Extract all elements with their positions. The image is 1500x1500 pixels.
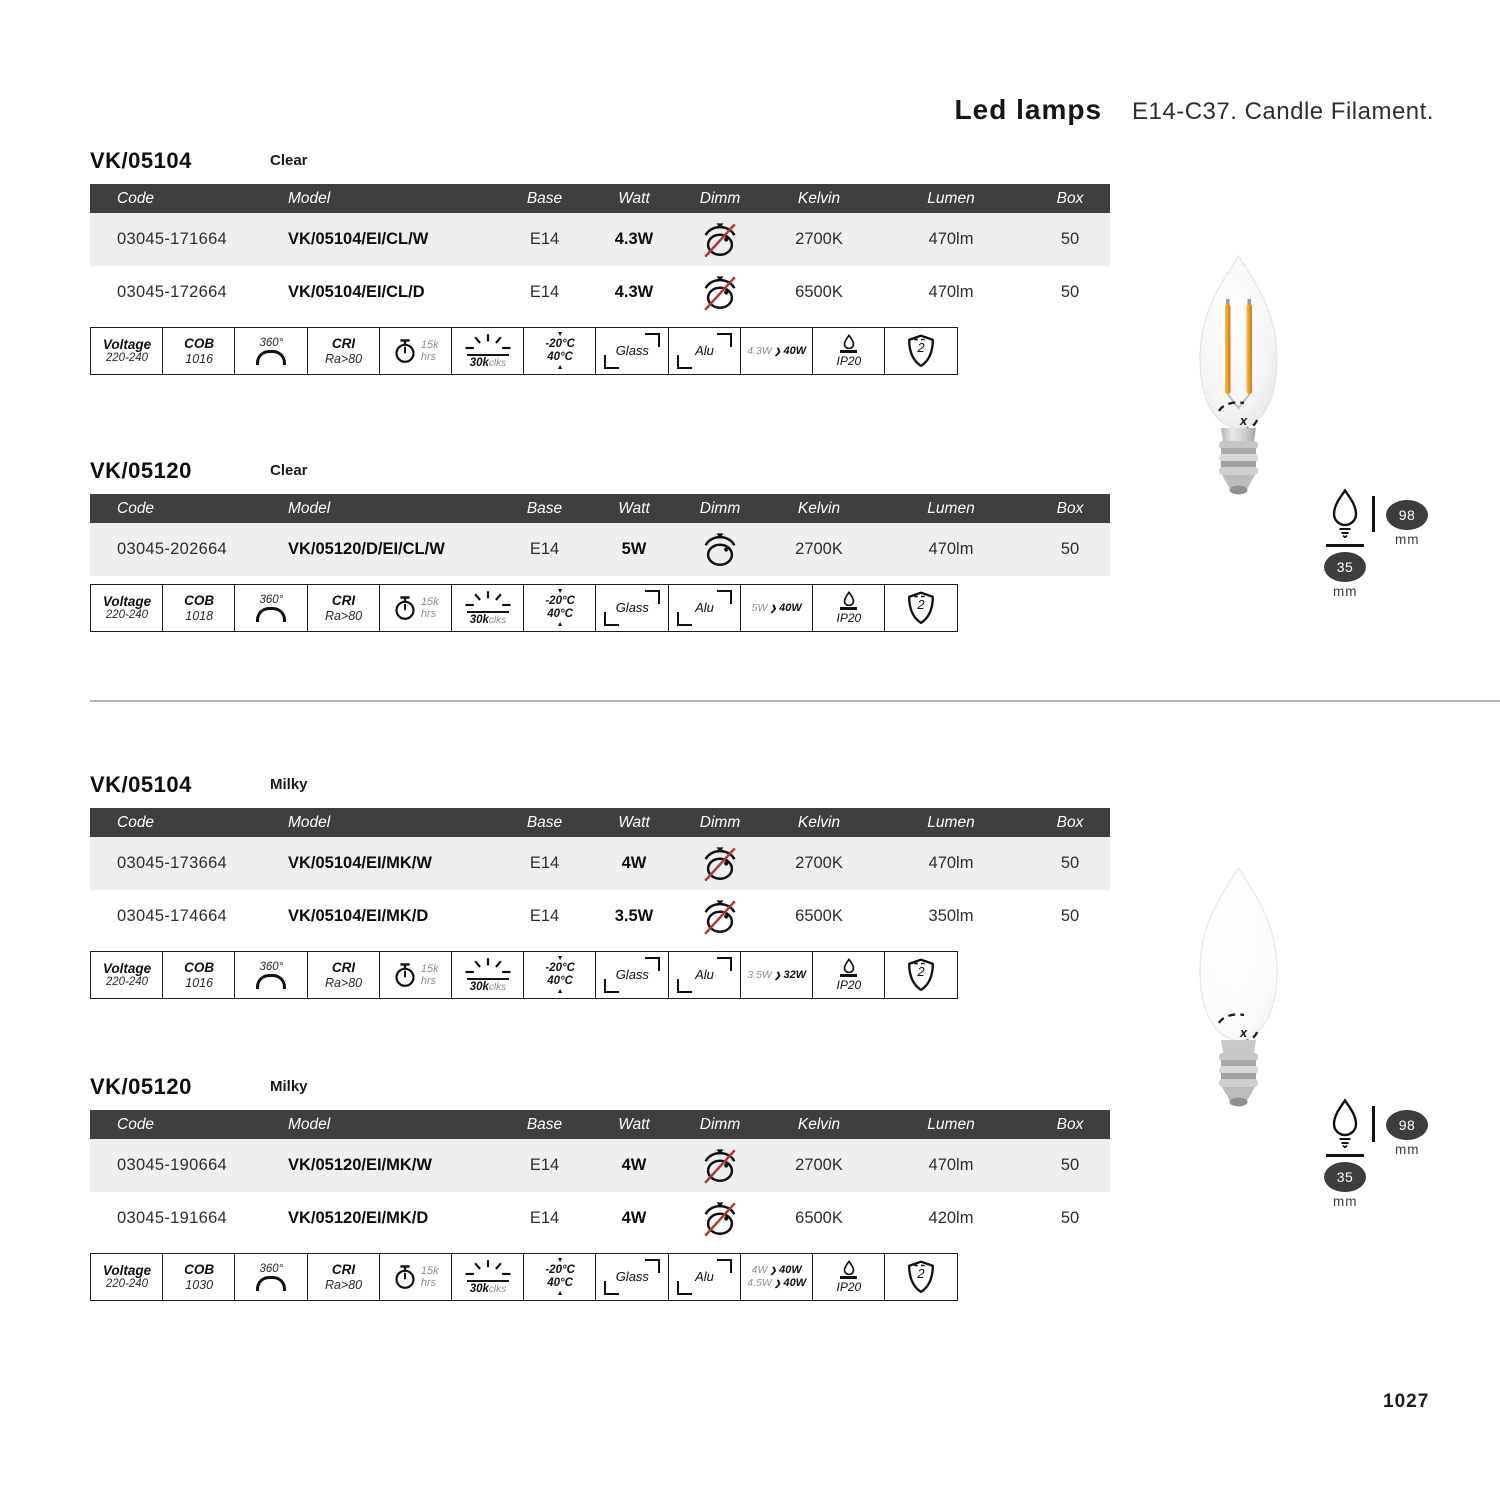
cell-model: VK/05104/EI/CL/W: [288, 230, 429, 248]
cell-base: E14: [529, 283, 560, 301]
spec-strip: [90, 951, 958, 999]
dimmer-crossed-icon: [699, 844, 741, 884]
cell-lumen: 350lm: [928, 907, 974, 925]
page-subtitle: E14-C37. Candle Filament.: [1132, 98, 1434, 125]
dimmer-crossed-icon: [699, 220, 741, 260]
page-title: Led lamps: [954, 94, 1103, 125]
cell-code: 03045-174664: [117, 907, 228, 925]
col-base: Base: [526, 189, 563, 207]
corner-bracket-icon: [717, 957, 732, 971]
product-table: [90, 184, 1110, 319]
corner-bracket-icon: [645, 957, 660, 971]
section-title: [90, 1074, 1110, 1110]
spec-material-alu: Alu: [668, 1253, 742, 1301]
cell-box: 50: [1060, 854, 1080, 872]
clear-bulb-image: [1181, 250, 1301, 500]
corner-bracket-icon: [645, 333, 660, 347]
corner-bracket-icon: [604, 979, 619, 993]
cell-lumen: 470lm: [928, 283, 974, 301]
temp-down-icon: ▼: [556, 331, 564, 339]
equivalence-arrow-icon: ❯: [774, 1279, 781, 1288]
cell-kelvin: 2700K: [795, 230, 843, 248]
section-divider: [90, 700, 1500, 702]
cell-dimm: [674, 890, 766, 943]
cell-kelvin: 6500K: [795, 907, 843, 925]
equivalence-arrow-icon: ❯: [774, 346, 781, 356]
cell-watt: 4.3W: [614, 283, 654, 301]
cell-watt: 4W: [621, 1156, 647, 1174]
spec-equivalence: 5W ❯ 40W: [740, 584, 814, 632]
cell-base: E14: [529, 1209, 560, 1227]
cell-base: E14: [529, 1156, 560, 1174]
product-table: [90, 1110, 1110, 1245]
droplet-icon: [843, 591, 855, 606]
col-box: Box: [1056, 189, 1084, 207]
cell-watt: 3.5W: [614, 907, 654, 925]
spec-voltage: Voltage 220-240: [90, 327, 164, 375]
corner-bracket-icon: [677, 612, 692, 626]
table-row: [90, 213, 1110, 266]
series-name: VK/05104: [90, 148, 192, 173]
height-measure-bar: [1372, 496, 1375, 532]
cell-model: VK/05104/EI/MK/W: [288, 854, 432, 872]
beam-arc-icon: [256, 350, 286, 365]
temp-up-icon: ▲: [556, 987, 564, 995]
spec-material-alu: Alu: [668, 327, 742, 375]
dimension-diagram: [1318, 486, 1448, 626]
cell-model: VK/05120/D/EI/CL/W: [288, 540, 445, 558]
section-title: [90, 148, 1110, 184]
spec-cob: COB 1030: [162, 1253, 236, 1301]
spec-warranty: 2: [884, 1253, 958, 1301]
spec-equivalence: 4.3W ❯ 40W: [740, 327, 814, 375]
series-name: VK/05120: [90, 458, 192, 483]
corner-bracket-icon: [717, 333, 732, 347]
spec-cri: CRI Ra>80: [307, 327, 381, 375]
cell-model: VK/05104/EI/CL/D: [288, 283, 425, 301]
spec-warranty: 2: [884, 584, 958, 632]
corner-bracket-icon: [604, 355, 619, 369]
cell-code: 03045-173664: [117, 854, 228, 872]
spec-temperature: ▼ -20°C 40°C ▲: [523, 584, 597, 632]
cell-kelvin: 6500K: [795, 283, 843, 301]
cell-code: 03045-172664: [117, 283, 228, 301]
cell-dimm: [674, 1139, 766, 1192]
cell-box: 50: [1060, 283, 1080, 301]
cell-model: VK/05104/EI/MK/D: [288, 907, 429, 925]
cell-dimm: [674, 1192, 766, 1245]
spec-temperature: ▼ -20°C 40°C ▲: [523, 327, 597, 375]
timer-icon: [393, 1264, 417, 1290]
temp-down-icon: ▼: [556, 1257, 564, 1265]
spec-cob: COB 1016: [162, 951, 236, 999]
cell-watt: 4.3W: [614, 230, 654, 248]
spec-cri: CRI Ra>80: [307, 951, 381, 999]
section-vk05104-clear: [90, 148, 1110, 375]
table-header: [90, 184, 1110, 213]
spec-cob: COB 1018: [162, 584, 236, 632]
dimmer-icon: [699, 530, 741, 570]
dimension-diagram: [1318, 1096, 1448, 1236]
beam-arc-icon: [256, 974, 286, 989]
table-header: Code Model Base Watt Dimm Kelvin Lumen Box: [90, 494, 1110, 523]
col-model: Model: [288, 189, 331, 207]
spec-lifetime: 15k hrs: [379, 951, 453, 999]
switch-burst-icon: [462, 333, 514, 353]
switch-burst-icon: [462, 590, 514, 610]
cell-code: 03045-191664: [117, 1209, 228, 1227]
col-kelvin: Kelvin: [797, 189, 841, 207]
spec-beam-angle: 360°: [234, 1253, 308, 1301]
table-header: Code Model Base Watt Dimm Kelvin Lumen Box: [90, 1110, 1110, 1139]
spec-switch-cycles: 30k clks: [451, 327, 525, 375]
diameter-measure-bar: [1326, 544, 1364, 547]
spec-material-alu: Alu: [668, 584, 742, 632]
cell-kelvin: 6500K: [795, 1209, 843, 1227]
spec-switch-cycles: 30k clks: [451, 584, 525, 632]
droplet-icon: [843, 334, 855, 349]
diameter-badge: 35: [1324, 552, 1366, 582]
cell-code: 03045-171664: [117, 230, 228, 248]
droplet-icon: [843, 958, 855, 973]
spec-ip-rating: IP20: [812, 584, 886, 632]
spec-cri: CRI Ra>80: [307, 1253, 381, 1301]
cell-box: 50: [1060, 907, 1080, 925]
col-code: Code: [117, 189, 155, 207]
dimmer-crossed-icon: [699, 273, 741, 313]
cell-lumen: 470lm: [928, 230, 974, 248]
temp-down-icon: ▼: [556, 955, 564, 963]
spec-voltage: Voltage 220-240: [90, 584, 164, 632]
cell-base: E14: [529, 907, 560, 925]
col-lumen: Lumen: [927, 189, 975, 207]
section-title: [90, 772, 1110, 808]
spec-cob: COB 1016: [162, 327, 236, 375]
timer-icon: [393, 962, 417, 988]
table-row: [90, 523, 1110, 576]
temp-up-icon: ▲: [556, 1289, 564, 1297]
table-header: Code Model Base Watt Dimm Kelvin Lumen Box: [90, 808, 1110, 837]
spec-temperature: ▼ -20°C 40°C ▲: [523, 1253, 597, 1301]
spec-warranty: 2: [884, 327, 958, 375]
beam-arc-icon: [256, 1276, 286, 1291]
cell-watt: 4W: [621, 1209, 647, 1227]
spec-temperature: ▼ -20°C 40°C ▲: [523, 951, 597, 999]
cell-box: 50: [1060, 230, 1080, 248]
corner-bracket-icon: [717, 590, 732, 604]
cell-base: E14: [529, 854, 560, 872]
cell-kelvin: 2700K: [795, 540, 843, 558]
table-row: [90, 1139, 1110, 1192]
height-measure-bar: [1372, 1106, 1375, 1142]
svg-text:x: x: [1240, 413, 1248, 428]
spec-lifetime: 15k hrs: [379, 1253, 453, 1301]
equivalence-arrow-icon: ❯: [774, 970, 781, 980]
switch-burst-icon: [462, 957, 514, 977]
cell-kelvin: 2700K: [795, 1156, 843, 1174]
cell-watt: 5W: [621, 540, 647, 558]
cell-box: 50: [1060, 1156, 1080, 1174]
table-row: [90, 837, 1110, 890]
section-vk05104-milky: [90, 772, 1110, 999]
corner-bracket-icon: [677, 979, 692, 993]
spec-material-glass: Glass: [595, 951, 669, 999]
switch-burst-icon: [462, 1259, 514, 1279]
cell-base: E14: [529, 230, 560, 248]
spec-material-glass: Glass: [595, 327, 669, 375]
cell-code: 03045-202664: [117, 540, 228, 558]
temp-down-icon: ▼: [556, 588, 564, 596]
spec-beam-angle: 360°: [234, 951, 308, 999]
spec-beam-angle: 360°: [234, 584, 308, 632]
temp-up-icon: ▲: [556, 363, 564, 371]
spec-strip: [90, 584, 958, 632]
corner-bracket-icon: [604, 1281, 619, 1295]
cell-model: VK/05120/EI/MK/W: [288, 1156, 432, 1174]
series-name: VK/05120: [90, 1074, 192, 1099]
diameter-unit: mm: [1333, 584, 1358, 599]
spec-material-glass: Glass: [595, 1253, 669, 1301]
product-table: [90, 494, 1110, 576]
spec-strip: [90, 327, 958, 375]
spec-switch-cycles: 30k clks: [451, 951, 525, 999]
cell-dimm: [674, 213, 766, 266]
cell-dimm: [674, 523, 766, 576]
droplet-icon: [843, 1260, 855, 1275]
table-row: [90, 266, 1110, 319]
corner-bracket-icon: [677, 355, 692, 369]
candle-outline-icon: [1330, 488, 1360, 538]
spec-strip: [90, 1253, 958, 1301]
spec-voltage: Voltage 220-240: [90, 951, 164, 999]
page-header: [955, 94, 1434, 126]
diameter-badge: 35: [1324, 1162, 1366, 1192]
spec-lifetime: 15k hrs: [379, 327, 453, 375]
cell-model: VK/05120/EI/MK/D: [288, 1209, 429, 1227]
col-watt: Watt: [618, 189, 650, 207]
dimmer-crossed-icon: [699, 897, 741, 937]
cell-lumen: 470lm: [928, 854, 974, 872]
spec-ip-rating: IP20: [812, 327, 886, 375]
corner-bracket-icon: [645, 1259, 660, 1273]
equivalence-arrow-icon: ❯: [769, 1266, 777, 1276]
dimmer-crossed-icon: [699, 1146, 741, 1186]
cell-box: 50: [1060, 1209, 1080, 1227]
svg-text:x: x: [1240, 1025, 1248, 1040]
spec-cri: CRI Ra>80: [307, 584, 381, 632]
page-number: 1027: [1383, 1391, 1430, 1412]
cell-dimm: [674, 837, 766, 890]
table-row: [90, 1192, 1110, 1245]
finish-label: Clear: [270, 152, 308, 169]
height-unit: mm: [1395, 1142, 1420, 1157]
spec-beam-angle: 360°: [234, 327, 308, 375]
spec-switch-cycles: 30k clks: [451, 1253, 525, 1301]
spec-ip-rating: IP20: [812, 951, 886, 999]
height-badge: 98: [1386, 500, 1428, 530]
timer-icon: [393, 595, 417, 621]
beam-arc-icon: [256, 607, 286, 622]
height-badge: 98: [1386, 1110, 1428, 1140]
col-dimm: Dimm: [699, 189, 741, 207]
finish-label: Milky: [270, 776, 308, 793]
spec-voltage: Voltage 220-240: [90, 1253, 164, 1301]
spec-equivalence: 3.5W ❯ 32W: [740, 951, 814, 999]
cell-lumen: 470lm: [928, 1156, 974, 1174]
cell-lumen: 470lm: [928, 540, 974, 558]
corner-bracket-icon: [645, 590, 660, 604]
corner-bracket-icon: [717, 1259, 732, 1273]
spec-lifetime: 15k hrs: [379, 584, 453, 632]
height-unit: mm: [1395, 532, 1420, 547]
spec-ip-rating: IP20: [812, 1253, 886, 1301]
section-vk05120-milky: [90, 1074, 1110, 1301]
equivalence-arrow-icon: ❯: [769, 603, 777, 613]
cell-code: 03045-190664: [117, 1156, 228, 1174]
cell-dimm: [674, 266, 766, 319]
spec-material-glass: Glass: [595, 584, 669, 632]
spec-equivalence: 4W ❯ 40W 4.5W ❯ 40W: [740, 1253, 814, 1301]
cell-box: 50: [1060, 540, 1080, 558]
diameter-unit: mm: [1333, 1194, 1358, 1209]
cell-base: E14: [529, 540, 560, 558]
milky-bulb-image: [1181, 862, 1301, 1112]
section-vk05120-clear: [90, 458, 1110, 632]
diameter-measure-bar: [1326, 1154, 1364, 1157]
table-row: [90, 890, 1110, 943]
cell-kelvin: 2700K: [795, 854, 843, 872]
product-table: [90, 808, 1110, 943]
dimmer-crossed-icon: [699, 1199, 741, 1239]
timer-icon: [393, 338, 417, 364]
finish-label: Clear: [270, 462, 308, 479]
finish-label: Milky: [270, 1078, 308, 1095]
spec-material-alu: Alu: [668, 951, 742, 999]
series-name: VK/05104: [90, 772, 192, 797]
cell-lumen: 420lm: [928, 1209, 974, 1227]
temp-up-icon: ▲: [556, 620, 564, 628]
cell-watt: 4W: [621, 854, 647, 872]
spec-warranty: 2: [884, 951, 958, 999]
corner-bracket-icon: [604, 612, 619, 626]
candle-outline-icon: [1330, 1098, 1360, 1148]
section-title: [90, 458, 1110, 494]
corner-bracket-icon: [677, 1281, 692, 1295]
